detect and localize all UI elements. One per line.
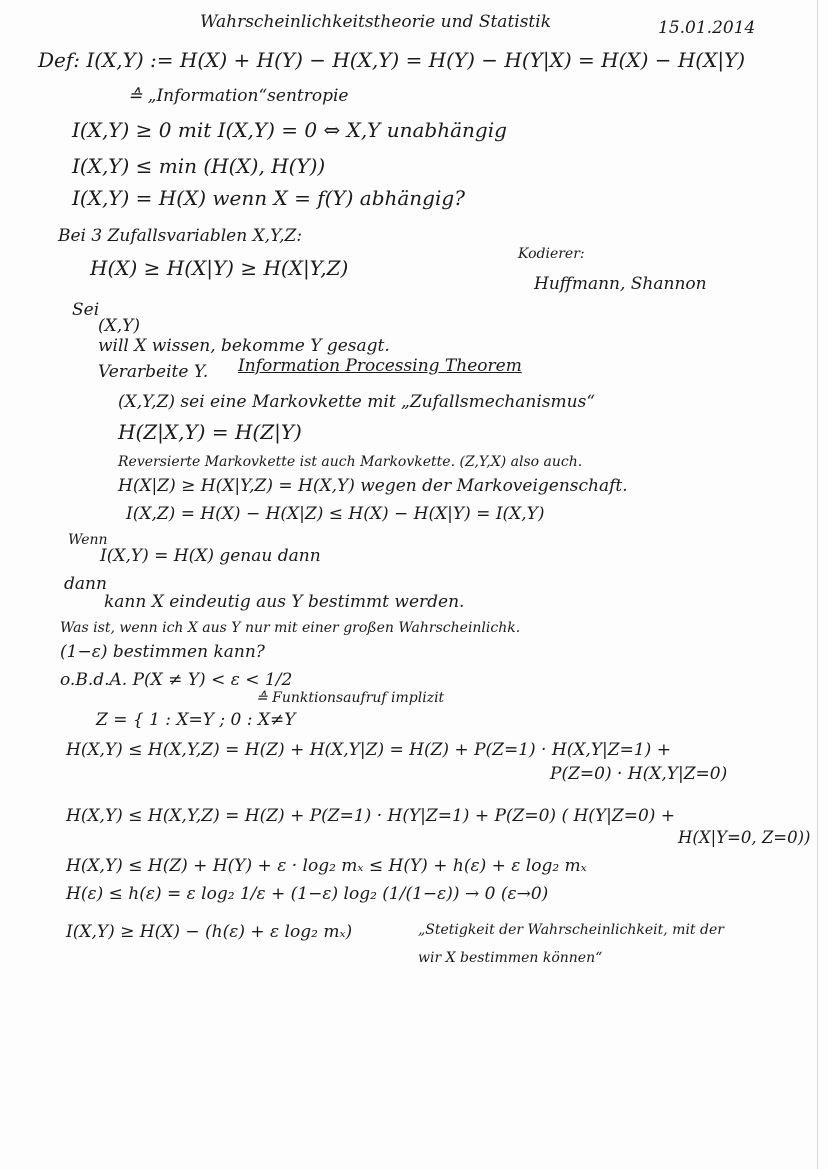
- function-call-note: ≙ Funktionsaufruf implizit: [256, 690, 445, 706]
- let-label: Sei: [72, 300, 100, 320]
- then-label: dann: [64, 574, 107, 594]
- definition-mutual-information: Def: I(X,Y) := H(X) + H(Y) − H(X,Y) = H(Y) − H(Y|X) = H(X) − H(X|Y): [38, 48, 746, 72]
- binary-entropy-bound: H(ε) ≤ h(ε) = ε log₂ 1/ε + (1−ε) log₂ (1/(1−ε)) → 0 (ε→0): [66, 884, 549, 904]
- question-line: Was ist, wenn ich X aus Y nur mit einer großen Wahrscheinlichk.: [60, 620, 521, 636]
- reversed-chain-line: Reversierte Markovkette ist auch Markovkette. (Z,Y,X) also auch.: [118, 454, 583, 470]
- process-y-line: Verarbeite Y.: [98, 362, 209, 382]
- joint-entropy-bound-1-continued: P(Z=0) · H(X,Y|Z=0): [550, 764, 728, 784]
- want-x-line: will X wissen, bekomme Y gesagt.: [98, 336, 390, 356]
- joint-entropy-bound-3: H(X,Y) ≤ H(Z) + H(Y) + ε · log₂ mₓ ≤ H(Y) + h(ε) + ε log₂ mₓ: [66, 856, 587, 876]
- if-label: Wenn: [68, 532, 108, 548]
- document-title: Wahrscheinlichkeitstheorie und Statistik: [200, 12, 552, 32]
- wlog-assumption: o.B.d.A. P(X ≠ Y) < ε < 1/2: [60, 670, 293, 690]
- continuity-note-continued: wir X bestimmen können“: [418, 950, 603, 966]
- three-variables-heading: Bei 3 Zufallsvariablen X,Y,Z:: [58, 226, 303, 246]
- equality-condition-line: I(X,Y) = H(X) wenn X = f(Y) abhängig?: [72, 186, 465, 210]
- information-entropy-note: ≙ „Information“sentropie: [128, 86, 349, 106]
- nonnegativity-line: I(X,Y) ≥ 0 mit I(X,Y) = 0 ⇔ X,Y unabhängig: [72, 118, 507, 142]
- encoder-label: Kodierer:: [518, 246, 585, 262]
- indicator-definition: Z = { 1 : X=Y ; 0 : X≠Y: [96, 710, 296, 730]
- markov-chain-line: (X,Y,Z) sei eine Markovkette mit „Zufallsmechanismus“: [118, 392, 596, 412]
- continuity-note: „Stetigkeit der Wahrscheinlichkeit, mit der: [418, 922, 724, 938]
- markov-property-line: H(Z|X,Y) = H(Z|Y): [118, 420, 302, 444]
- joint-entropy-bound-2-continued: H(X|Y=0, Z=0)): [678, 828, 811, 847]
- encoder-names: Huffmann, Shannon: [534, 274, 707, 294]
- data-processing-inequality: I(X,Z) = H(X) − H(X|Z) ≤ H(X) − H(X|Y) = I(X,Y): [126, 504, 545, 524]
- conditional-inequality-line: H(X|Z) ≥ H(X|Y,Z) = H(X,Y) wegen der Markoveigenschaft.: [118, 476, 628, 496]
- theorem-heading: Information Processing Theorem: [238, 356, 522, 376]
- mutual-information-lower-bound: I(X,Y) ≥ H(X) − (h(ε) + ε log₂ mₓ): [66, 922, 353, 942]
- iff-condition-line: I(X,Y) = H(X) genau dann: [100, 546, 321, 566]
- conditional-entropy-chain: H(X) ≥ H(X|Y) ≥ H(X|Y,Z): [90, 256, 349, 280]
- question-line-continued: (1−ε) bestimmen kann?: [60, 642, 265, 662]
- upper-bound-line: I(X,Y) ≤ min (H(X), H(Y)): [72, 154, 326, 178]
- document-date: 15.01.2014: [658, 18, 756, 38]
- joint-entropy-bound-2: H(X,Y) ≤ H(X,Y,Z) = H(Z) + P(Z=1) · H(Y|Z=1) + P(Z=0) ( H(Y|Z=0) +: [66, 806, 676, 826]
- uniquely-determined-line: kann X eindeutig aus Y bestimmt werden.: [104, 592, 465, 612]
- page-edge-divider: [817, 0, 818, 1169]
- pair-xy: (X,Y): [98, 316, 140, 336]
- joint-entropy-bound-1: H(X,Y) ≤ H(X,Y,Z) = H(Z) + H(X,Y|Z) = H(Z) + P(Z=1) · H(X,Y|Z=1) +: [66, 740, 671, 760]
